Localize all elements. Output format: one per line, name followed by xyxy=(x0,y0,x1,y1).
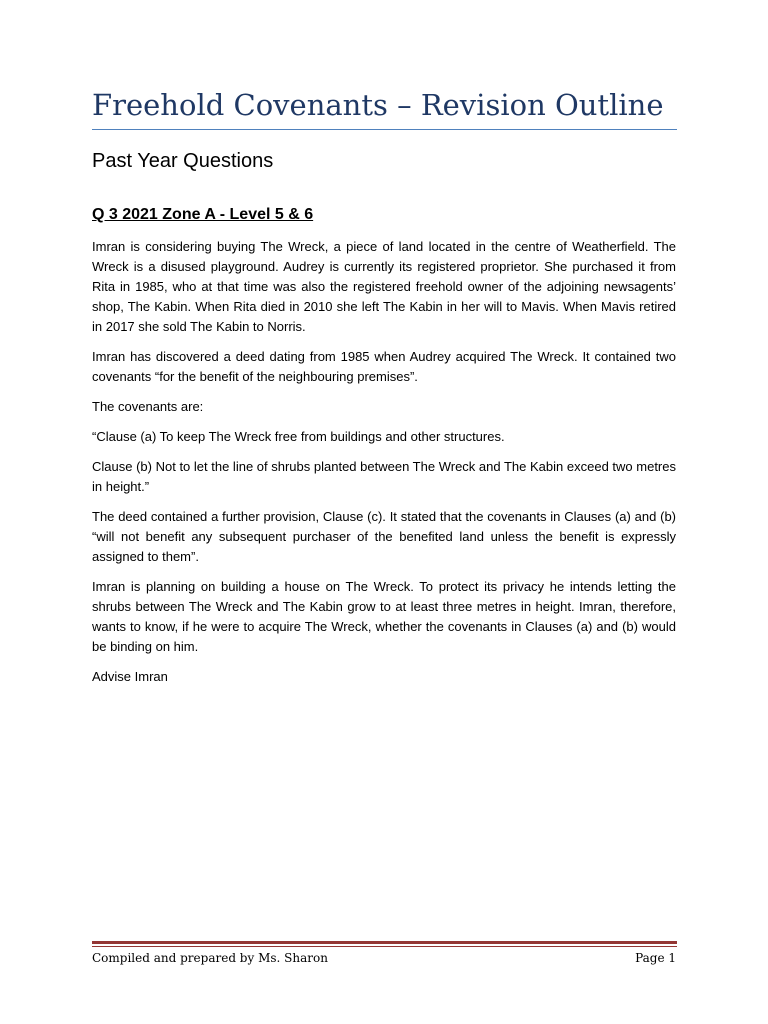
paragraph-clause-a: “Clause (a) To keep The Wreck free from buildings and other structures. xyxy=(92,429,505,444)
question-heading: Q 3 2021 Zone A - Level 5 & 6 xyxy=(92,206,314,223)
footer-page-number: Page 1 xyxy=(635,951,676,965)
footer-rule-thin xyxy=(92,946,677,947)
footer-credit: Compiled and prepared by Ms. Sharon xyxy=(92,951,328,965)
paragraph-clause-c: The deed contained a further provision, Clause (c). It stated that the covenants in Clauses (a) and (b) “will not benefit any subsequent purchaser of the benefited land unless the benefit is expressly assigned to them”. xyxy=(92,509,676,564)
document-title: Freehold Covenants – Revision Outline xyxy=(92,88,664,122)
paragraph-deed: Imran has discovered a deed dating from 1985 when Audrey acquired The Wreck. It contained two covenants “for the benefit of the neighbouring premises”. xyxy=(92,349,676,384)
title-underline-rule xyxy=(92,129,677,130)
paragraph-clause-b: Clause (b) Not to let the line of shrubs planted between The Wreck and The Kabin exceed two metres in height.” xyxy=(92,459,676,494)
paragraph-covenants-intro: The covenants are: xyxy=(92,399,204,414)
paragraph-plans: Imran is planning on building a house on The Wreck. To protect its privacy he intends letting the shrubs between The Wreck and The Kabin grow to at least three metres in height. Imran, therefore, wants to know, if he were to acquire The Wreck, whether the covenants in Clauses (a) and (b) would be binding on him. xyxy=(92,579,676,654)
section-heading: Past Year Questions xyxy=(92,150,274,172)
paragraph-facts: Imran is considering buying The Wreck, a piece of land located in the centre of Weatherfield. The Wreck is a disused playground. Audrey is currently its registered proprietor. She purchased it from Rita in 1985, who at that time was also the registered freehold owner of the adjoining newsagents’ shop, The Kabin. When Rita died in 2010 she left The Kabin in her will to Mavis. When Mavis retired in 2017 she sold The Kabin to Norris. xyxy=(92,239,676,334)
question-body xyxy=(92,237,676,697)
paragraph-instruction: Advise Imran xyxy=(92,669,168,684)
footer-rule-thick xyxy=(92,941,677,944)
